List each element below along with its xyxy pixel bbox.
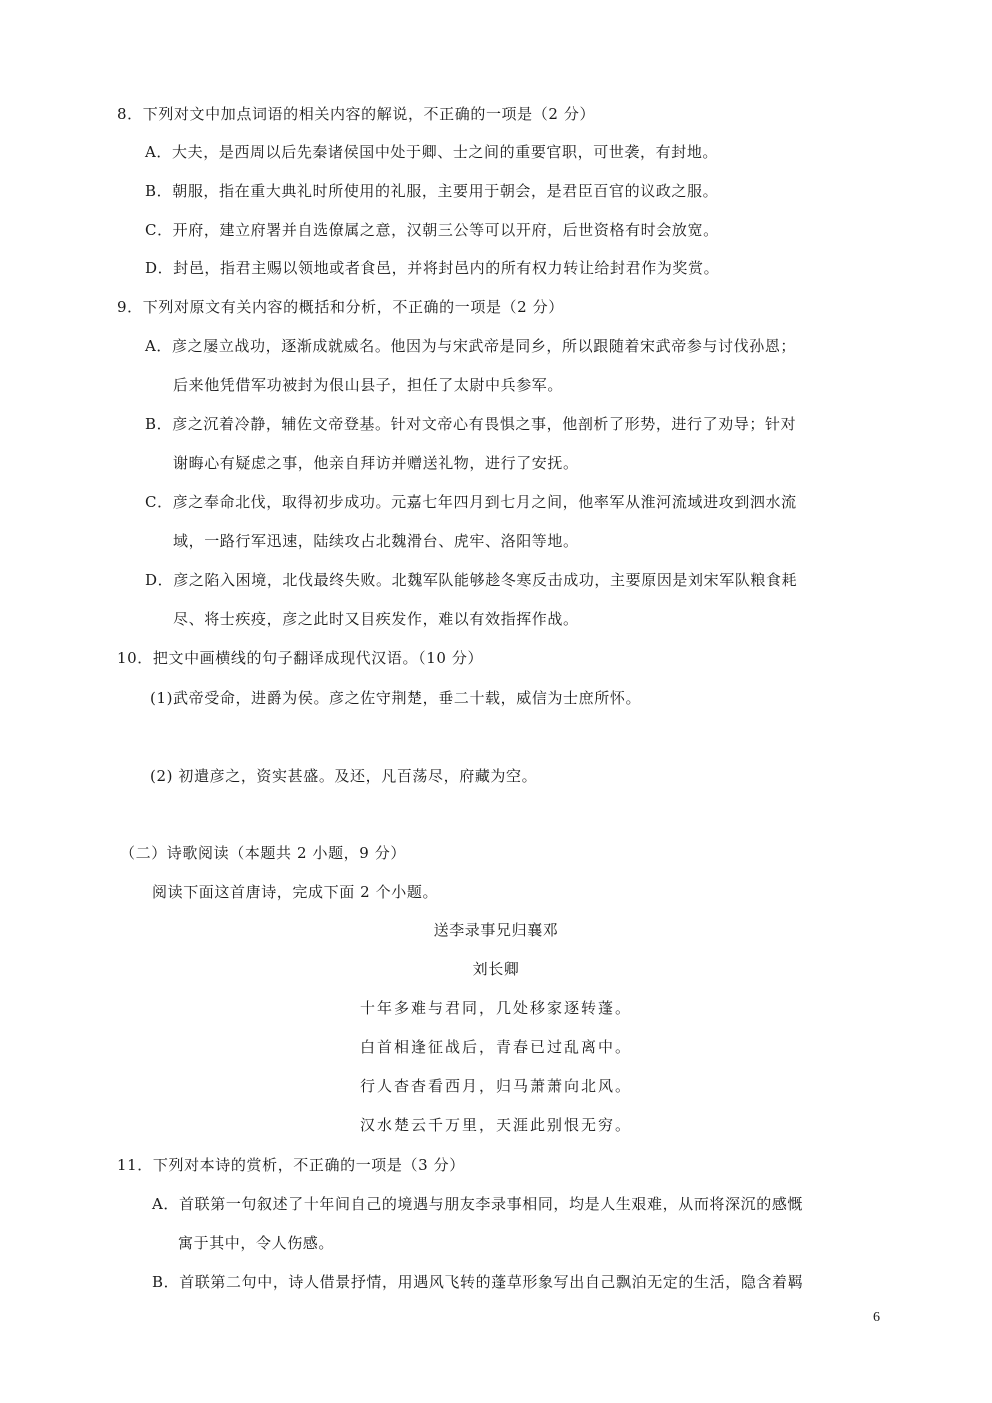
section-heading: （二）诗歌阅读（本题共 2 小题，9 分） — [120, 844, 406, 862]
question-9-option-d: D．彦之陷入困境，北伐最终失败。北魏军队能够趁冬寒反击成功，主要原因是刘宋军队粮食耗 — [145, 571, 798, 589]
question-8-option-d: D．封邑，指君主赐以领地或者食邑，并将封邑内的所有权力转让给封君作为奖赏。 — [145, 259, 720, 277]
question-8-option-c: C．开府，建立府署并自选僚属之意，汉朝三公等可以开府，后世资格有时会放宽。 — [145, 221, 719, 239]
poem-author: 刘长卿 — [472, 960, 520, 978]
question-9-option-a-cont: 后来他凭借军功被封为佷山县子，担任了太尉中兵参军。 — [173, 376, 564, 394]
question-8-option-a: A．大夫，是西周以后先秦诸侯国中处于卿、士之间的重要官职，可世袭，有封地。 — [145, 143, 719, 161]
poem-line: 汉水楚云千万里，天涯此别恨无穷。 — [359, 1116, 632, 1134]
question-8-stem: 8．下列对文中加点词语的相关内容的解说，不正确的一项是（2 分） — [117, 105, 596, 123]
question-10-item-1: (1)武帝受命，进爵为侯。彦之佐守荆楚，垂二十载，威信为士庶所怀。 — [150, 689, 642, 707]
section-instruction: 阅读下面这首唐诗，完成下面 2 个小题。 — [152, 883, 439, 901]
question-8-option-b: B．朝服，指在重大典礼时所使用的礼服，主要用于朝会，是君臣百官的议政之服。 — [145, 182, 719, 200]
question-11-option-b: B．首联第二句中，诗人借景抒情，用遇风飞转的蓬草形象写出自己飘泊无定的生活，隐含着羁 — [152, 1273, 804, 1291]
poem-line: 行人杳杳看西月，归马萧萧向北风。 — [359, 1077, 632, 1095]
page-number: 6 — [873, 1310, 880, 1325]
poem-line: 十年多难与君同，几处移家逐转蓬。 — [359, 999, 632, 1017]
question-9-stem: 9．下列对原文有关内容的概括和分析，不正确的一项是（2 分） — [117, 298, 564, 316]
question-10-item-2: (2) 初遣彦之，资实甚盛。及还，凡百荡尽，府藏为空。 — [150, 767, 538, 785]
question-9-option-d-cont: 尽、将士疾疫，彦之此时又目疾发作，难以有效指挥作战。 — [173, 610, 579, 628]
question-9-option-c-cont: 域，一路行军迅速，陆续攻占北魏滑台、虎牢、洛阳等地。 — [173, 532, 579, 550]
question-9-option-b-cont: 谢晦心有疑虑之事，他亲自拜访并赠送礼物，进行了安抚。 — [173, 454, 579, 472]
question-11-option-a-cont: 寓于其中，令人伤感。 — [178, 1234, 335, 1252]
question-10-stem: 10．把文中画横线的句子翻译成现代汉语。（10 分） — [117, 649, 484, 667]
question-9-option-b: B．彦之沉着冷静，辅佐文帝登基。针对文帝心有畏惧之事，他剖析了形势，进行了劝导；针对 — [145, 415, 797, 433]
question-9-option-c: C．彦之奉命北伐，取得初步成功。元嘉七年四月到七月之间，他率军从淮河流域进攻到泗水流 — [145, 493, 797, 511]
poem-line: 白首相逢征战后，青春已过乱离中。 — [359, 1038, 632, 1056]
question-11-stem: 11．下列对本诗的赏析，不正确的一项是（3 分） — [117, 1156, 465, 1174]
question-9-option-a: A．彦之屡立战功，逐渐成就威名。他因为与宋武帝是同乡，所以跟随着宋武帝参与讨伐孙恩； — [145, 337, 797, 355]
question-11-option-a: A．首联第一句叙述了十年间自己的境遇与朋友李录事相同，均是人生艰难，从而将深沉的感慨 — [152, 1195, 804, 1213]
poem-title: 送李录事兄归襄邓 — [433, 921, 559, 939]
